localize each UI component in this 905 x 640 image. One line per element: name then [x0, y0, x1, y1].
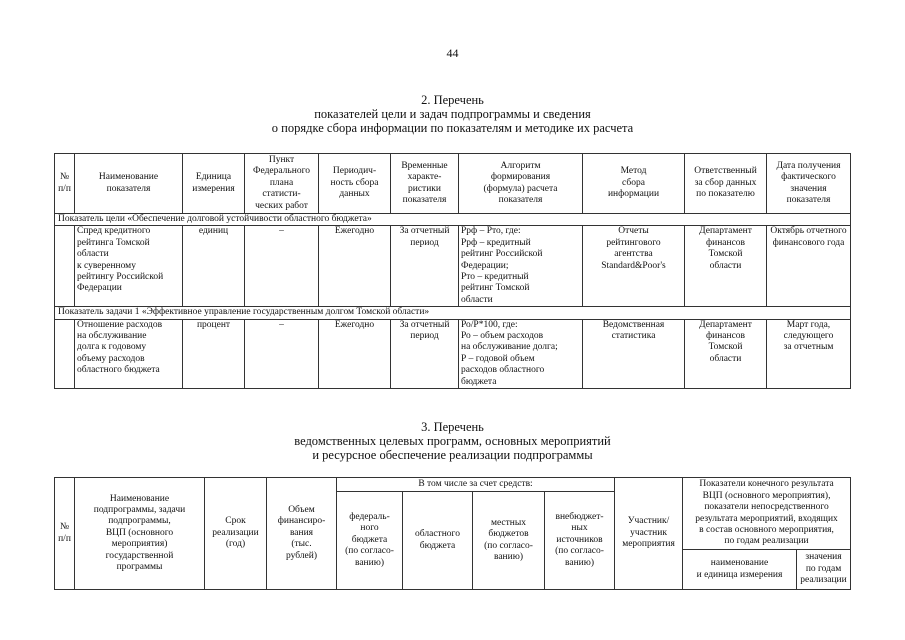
task-label: Показатель задачи 1 «Эффективное управление государственным долгом Томской области» — [55, 307, 851, 319]
header-cell: значения по годам реализации — [797, 550, 851, 590]
header-cell: Метод сбора информации — [583, 154, 685, 214]
section2-title-line: показателей цели и задач подпрограммы и сведения — [314, 107, 591, 121]
header-cell: № п/п — [55, 478, 75, 590]
header-cell: Показатели конечного результата ВЦП (основного мероприятия), показатели непосредственного результата мероприятий, входящих в состав основного мероприятия, по годам реализации — [683, 478, 851, 550]
indicator-name-cell: Спред кредитного рейтинга Томской области к суверенному рейтингу Российской Федерации — [75, 226, 183, 307]
indicators-header-row — [55, 154, 851, 214]
header-cell: № п/п — [55, 154, 75, 214]
indicator-name-cell: Отношение расходов на обслуживание долга к годовому объему расходов областного бюджета — [75, 319, 183, 388]
method-cell: Отчеты рейтингового агентства Standard&Poor's — [583, 226, 685, 307]
header-cell: Участник/ участник мероприятия — [615, 478, 683, 590]
header-cell: внебюджет- ных источников (по согласо- ванию) — [545, 492, 615, 590]
header-cell: наименование и единица измерения — [683, 550, 797, 590]
section2-title-line: 2. Перечень — [421, 93, 484, 107]
row-number-cell — [55, 226, 75, 307]
header-cell: Наименование показателя — [75, 154, 183, 214]
row-number-cell — [55, 319, 75, 388]
method-cell: Ведомственная статистика — [583, 319, 685, 388]
table-row — [55, 226, 851, 307]
header-cell: федераль- ного бюджета (по согласо- ванию) — [337, 492, 403, 590]
responsible-cell: Департамент финансов Томской области — [685, 319, 767, 388]
table-row — [55, 319, 851, 388]
section2-title — [0, 93, 905, 135]
header-cell: Периодич- ность сбора данных — [319, 154, 391, 214]
date-cell: Октябрь отчетного финансового года — [767, 226, 851, 307]
header-cell: В том числе за счет средств: — [337, 478, 615, 492]
header-cell: Пункт Федерального плана статисти- ческих работ — [245, 154, 319, 214]
date-cell: Март года, следующего за отчетным — [767, 319, 851, 388]
federal-plan-cell: – — [245, 319, 319, 388]
section2-title-line: о порядке сбора информации по показателям и методике их расчета — [271, 121, 634, 135]
time-characteristics-cell: За отчетный период — [391, 319, 459, 388]
programs-header-row — [55, 478, 851, 492]
programs-table — [54, 477, 851, 590]
header-cell: Временные характе- ристики показателя — [391, 154, 459, 214]
section3-title-line: 3. Перечень — [421, 420, 484, 434]
time-characteristics-cell: За отчетный период — [391, 226, 459, 307]
periodicity-cell: Ежегодно — [319, 319, 391, 388]
periodicity-cell: Ежегодно — [319, 226, 391, 307]
federal-plan-cell: – — [245, 226, 319, 307]
header-cell: областного бюджета — [403, 492, 473, 590]
unit-cell: единиц — [183, 226, 245, 307]
goal-label: Показатель цели «Обеспечение долговой устойчивости областного бюджета» — [55, 214, 851, 226]
header-cell: местных бюджетов (по согласо- ванию) — [473, 492, 545, 590]
unit-cell: процент — [183, 319, 245, 388]
indicators-table — [54, 153, 851, 389]
responsible-cell: Департамент финансов Томской области — [685, 226, 767, 307]
section3-title-line: и ресурсное обеспечение реализации подпрограммы — [312, 448, 593, 462]
page-number: 44 — [446, 46, 459, 60]
section3-title — [0, 420, 905, 462]
task-section-row — [55, 307, 851, 319]
formula-cell: Ро/Р*100, где: Ро – объем расходов на обслуживание долга; Р – годовой объем расходов областного бюджета — [459, 319, 583, 388]
header-cell: Алгоритм формирования (формула) расчета показателя — [459, 154, 583, 214]
header-cell: Срок реализации (год) — [205, 478, 267, 590]
formula-cell: Ррф – Рто, где: Ррф – кредитный рейтинг Российской Федерации; Рто – кредитный рейтинг Томской области — [459, 226, 583, 307]
header-cell: Ответственный за сбор данных по показателю — [685, 154, 767, 214]
section3-title-line: ведомственных целевых программ, основных мероприятий — [294, 434, 611, 448]
header-cell: Объем финансиро- вания (тыс. рублей) — [267, 478, 337, 590]
header-cell: Наименование подпрограммы, задачи подпрограммы, ВЦП (основного мероприятия) государственной программы — [75, 478, 205, 590]
header-cell: Единица измерения — [183, 154, 245, 214]
header-cell: Дата получения фактического значения показателя — [767, 154, 851, 214]
goal-section-row — [55, 214, 851, 226]
